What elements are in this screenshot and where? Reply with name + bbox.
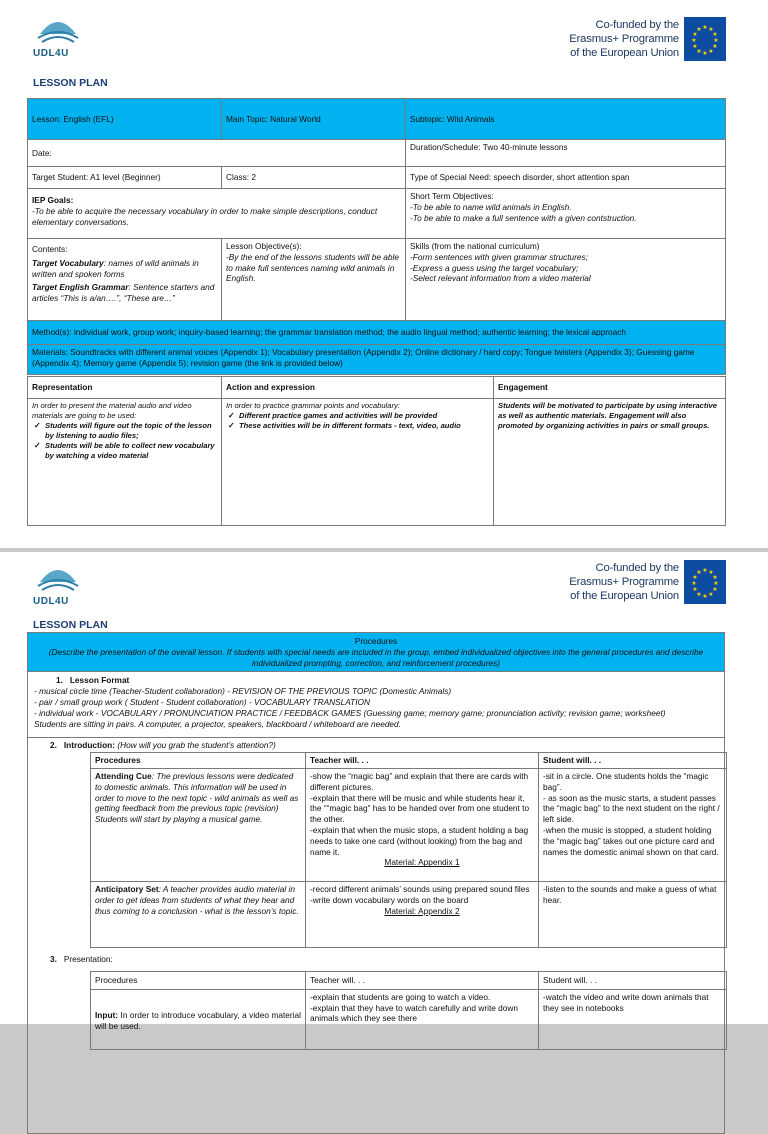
input-teacher-cell: -explain that students are going to watch a video. -explain that they have to watch carefully and write down animals which they see there bbox=[306, 989, 539, 1049]
svg-text:★: ★ bbox=[696, 26, 702, 33]
logo-text: UDL4U bbox=[33, 596, 69, 607]
list-item: ✓ Different practice games and activities will be provided bbox=[226, 411, 489, 421]
anticipatory-set-cell: Anticipatory Set: A teacher provides audio material in order to get ideas from students of what they hear and thus coming to a conclusion - what is the lesson’s topic. bbox=[91, 881, 306, 947]
page-title: LESSON PLAN bbox=[33, 77, 108, 89]
format-line: - pair / small group work ( Student - Student collaboration) - VOCABULARY TRANSLATION bbox=[34, 696, 370, 707]
col-procedures: Procedures bbox=[91, 971, 306, 989]
svg-text:★: ★ bbox=[712, 31, 718, 38]
format-line: - musical circle time (Teacher-Student collaboration) - REVISION OF THE PREVIOUS TOPIC (Domestic Animals) bbox=[34, 686, 452, 697]
main-topic-cell: Main Topic: Natural World bbox=[222, 99, 406, 140]
col-teacher: Teacher will. . . bbox=[306, 971, 539, 989]
list-item: ✓ Students will figure out the topic of the lesson by listening to audio files; bbox=[32, 421, 217, 441]
svg-text:★: ★ bbox=[702, 567, 708, 574]
col-student: Student will. . . bbox=[539, 971, 727, 989]
procedures-header-table bbox=[27, 632, 725, 1134]
svg-text:★: ★ bbox=[712, 43, 718, 50]
list-item: ✓ These activities will be in different formats - text, video, audio bbox=[226, 421, 489, 431]
udl-principles-table bbox=[27, 376, 726, 526]
target-student-cell: Target Student: A1 level (Beginner) bbox=[28, 167, 222, 189]
svg-text:★: ★ bbox=[708, 26, 714, 33]
format-line: - individual work - VOCABULARY / PRONUNCIATION PRACTICE / FEEDBACK GAMES (Guessing game; memory game; pronunciation activity; revision game; worksheet) bbox=[34, 707, 666, 718]
eu-flag-icon bbox=[684, 560, 726, 604]
representation-cell: In order to present the material audio and video materials are going to be used: ✓ Students will figure out the topic of the lesson by listening to audio files; ✓ Students will be able to collect new vocabulary by watching a video material bbox=[28, 399, 222, 526]
col-procedures: Procedures bbox=[91, 753, 306, 769]
svg-text:★: ★ bbox=[712, 574, 718, 581]
svg-text:★: ★ bbox=[692, 586, 698, 593]
logo-text: UDL4U bbox=[33, 48, 69, 59]
engagement-header: Engagement bbox=[494, 377, 726, 399]
svg-text:★: ★ bbox=[708, 591, 714, 598]
svg-text:★: ★ bbox=[696, 48, 702, 55]
svg-text:★: ★ bbox=[692, 43, 698, 50]
introduction-table bbox=[90, 752, 727, 948]
format-line: Students are sitting in pairs. A computer, a projector, speakers, blackboard / whiteboard are needed. bbox=[34, 718, 401, 729]
class-cell: Class: 2 bbox=[222, 167, 406, 189]
udl4u-logo-icon bbox=[36, 560, 80, 592]
presentation-table bbox=[90, 971, 727, 1050]
lesson-format-cell: 1. Lesson Format - musical circle time (Teacher-Student collaboration) - REVISION OF THE PREVIOUS TOPIC (Domestic Animals) - pair / small group work ( Student - Student collaboration) - VOCABULARY TRANSLATION - individual work - VOCABULARY / PRONUNCIATION PRACTICE / FEEDBACK GAMES (Guessing game; memory game; pronunciation activity; revision game; worksheet) Students are sitting in pairs. A computer, a projector, speakers, blackboard / whiteboard are needed. bbox=[28, 672, 725, 738]
svg-text:★: ★ bbox=[692, 31, 698, 38]
list-item: ✓ Students will be able to collect new vocabulary by watching a video material bbox=[32, 441, 217, 461]
svg-text:★: ★ bbox=[702, 593, 708, 600]
input-cell: Input: In order to introduce vocabulary, a video material will be used. bbox=[91, 989, 306, 1049]
svg-text:★: ★ bbox=[691, 580, 697, 587]
svg-text:★: ★ bbox=[692, 574, 698, 581]
eu-text: Co-funded by the Erasmus+ Programme of the European Union bbox=[569, 19, 679, 59]
page-1 bbox=[0, 0, 768, 548]
lesson-info-table bbox=[27, 98, 726, 375]
eu-cofunded-banner bbox=[569, 17, 726, 61]
svg-text:★: ★ bbox=[702, 24, 708, 31]
eu-flag-icon bbox=[684, 17, 726, 61]
eu-text: Co-funded by the Erasmus+ Programme of the European Union bbox=[569, 562, 679, 602]
materials-cell: Materials: Soundtracks with different animal voices (Appendix 1); Vocabulary presentation (Appendix 2); Online dictionary / hard copy; Tongue twisters (Appendix 3); Guessing game (Appendix 4); Memory game (Appendix 5); revision game (the link is provided below) bbox=[28, 345, 726, 375]
procedures-header-cell: Procedures (Describe the presentation of the overall lesson. If students with special needs are included in the group, embed individualized objectives into the general procedures and describe individualized prompting, correction, and reinforcement procedures) bbox=[28, 633, 725, 672]
svg-text:★: ★ bbox=[691, 37, 697, 44]
page-title: LESSON PLAN bbox=[33, 619, 108, 631]
page-2 bbox=[0, 552, 768, 1031]
lesson-cell: Lesson: English (EFL) bbox=[28, 99, 222, 140]
svg-text:★: ★ bbox=[696, 591, 702, 598]
col-teacher: Teacher will. . . bbox=[306, 753, 539, 769]
eu-cofunded-banner bbox=[569, 560, 726, 604]
methods-cell: Method(s): individual work, group work; inquiry-based learning; the grammar translation method; the audio lingual method; authentic learning; the lexical approach bbox=[28, 321, 726, 345]
svg-text:★: ★ bbox=[708, 569, 714, 576]
attending-cue-student-cell: -sit in a circle. One students holds the “magic bag”. - as soon as the music starts, a student passes the “magic bag” to the next student on the right / left side. -when the music is stopped, a student holding the “magic bag” takes out one picture card and names the domestic animal shown on that card. bbox=[539, 768, 727, 881]
svg-text:★: ★ bbox=[713, 37, 719, 44]
svg-text:★: ★ bbox=[712, 586, 718, 593]
date-cell: Date: bbox=[28, 140, 406, 167]
special-need-cell: Type of Special Need: speech disorder, short attention span bbox=[406, 167, 726, 189]
attending-cue-cell: Attending Cue: The previous lessons were dedicated to domestic animals. This information will be used in order to move to the next topic - wild animals as well as getting feedback from the previous topic (revision) Students will start by playing a musical game. bbox=[91, 768, 306, 881]
action-expression-cell: In order to practice grammar points and vocabulary: ✓ Different practice games and activities will be provided ✓ These activities will be in different formats - text, video, audio bbox=[222, 399, 494, 526]
svg-text:★: ★ bbox=[696, 569, 702, 576]
skills-cell: Skills (from the national curriculum) -Form sentences with given grammar structures; -Express a guess using the target vocabulary; -Select relevant information from a video material bbox=[406, 239, 726, 321]
svg-text:★: ★ bbox=[708, 48, 714, 55]
anticipatory-teacher-cell: -record different animals’ sounds using prepared sound files -write down vocabulary words on the board Material: Appendix 2 bbox=[306, 881, 539, 947]
action-expression-header: Action and expression bbox=[222, 377, 494, 399]
subtopic-cell: Subtopic: Wild Animals bbox=[406, 99, 726, 140]
svg-text:★: ★ bbox=[713, 580, 719, 587]
representation-header: Representation bbox=[28, 377, 222, 399]
col-student: Student will. . . bbox=[539, 753, 727, 769]
udl4u-logo-icon bbox=[36, 12, 80, 44]
attending-cue-teacher-cell: -show the “magic bag” and explain that there are cards with different pictures. -explain that there will be music and while students hear it, the ““magic bag” has to be handed over from one student to the other. -explain that when the music stops, a student holding a bag needs to take one card (without looking) from the bag and name it. Material: Appendix 1 bbox=[306, 768, 539, 881]
input-student-cell: -watch the video and write down animals that they see in notebooks bbox=[539, 989, 727, 1049]
duration-cell: Duration/Schedule: Two 40-minute lessons bbox=[406, 140, 726, 167]
procedures-body-cell: 2. Introduction: (How will you grab the student’s attention?) Procedures Teacher will. . . Student will. . . Attending Cue: The previous lessons were dedicated to domestic animals. This information will be used in order to move to the next topic - wild animals as well as getting feedback from the previous topic (revision) Students will start by playing a musical game. -show the “magic bag” and explain that there are cards with different pictures. -explain that there will be music and while students hear it, the ““magic bag” has to be handed over from one student to the other. -explain that when the music stops, a student holding a bag needs to take one card (without looking) from the bag and name it. Material: Appendix 1 -sit in a circle. One students holds the “magic bag”. - as soon as the music starts, a student passes the “magic bag” to the next student on the right / left side. -when the music is stopped, a student holding the “magic bag” takes out one picture card and names the domestic animal shown on that card. Anticipatory Set: A teacher provides audio material in order to get ideas from students of what they hear and thus coming to a conclusion - what is the lesson’s topic. -record different animals’ sounds using prepared sound files -write down vocabulary words on the board Material: Appendix 2 -listen to the sounds and make a guess of what hear. 3. Presentation: Procedures Teacher will. . . Student will. . . Input: In order to introduce vocabulary, a video material will be used. -explain that students are going to watch a video. -explain that they have to watch carefully and write down animals which they see there -watch the video and write down animals that they see in notebooks bbox=[28, 738, 725, 1134]
lesson-objective-cell: Lesson Objective(s): -By the end of the lessons students will be able to make full sentences naming wild animals in English. bbox=[222, 239, 406, 321]
anticipatory-student-cell: -listen to the sounds and make a guess of what hear. bbox=[539, 881, 727, 947]
contents-cell: Contents: Target Vocabulary: names of wild animals in written and spoken forms Target English Grammar: Sentence starters and articles “This is a/an….”, “These are…” bbox=[28, 239, 222, 321]
iep-goals-cell: IEP Goals: -To be able to acquire the necessary vocabulary in order to make simple descriptions, conduct elementary conversations. bbox=[28, 189, 406, 239]
svg-text:★: ★ bbox=[702, 50, 708, 57]
short-term-objectives-cell: Short Term Objectives: -To be able to name wild animals in English. -To be able to make a full sentence with a given contstruction. bbox=[406, 189, 726, 239]
engagement-cell: Students will be motivated to participate by using interactive as well as authentic materials. Engagement will also promoted by organizing activities in pairs or small groups. bbox=[494, 399, 726, 526]
